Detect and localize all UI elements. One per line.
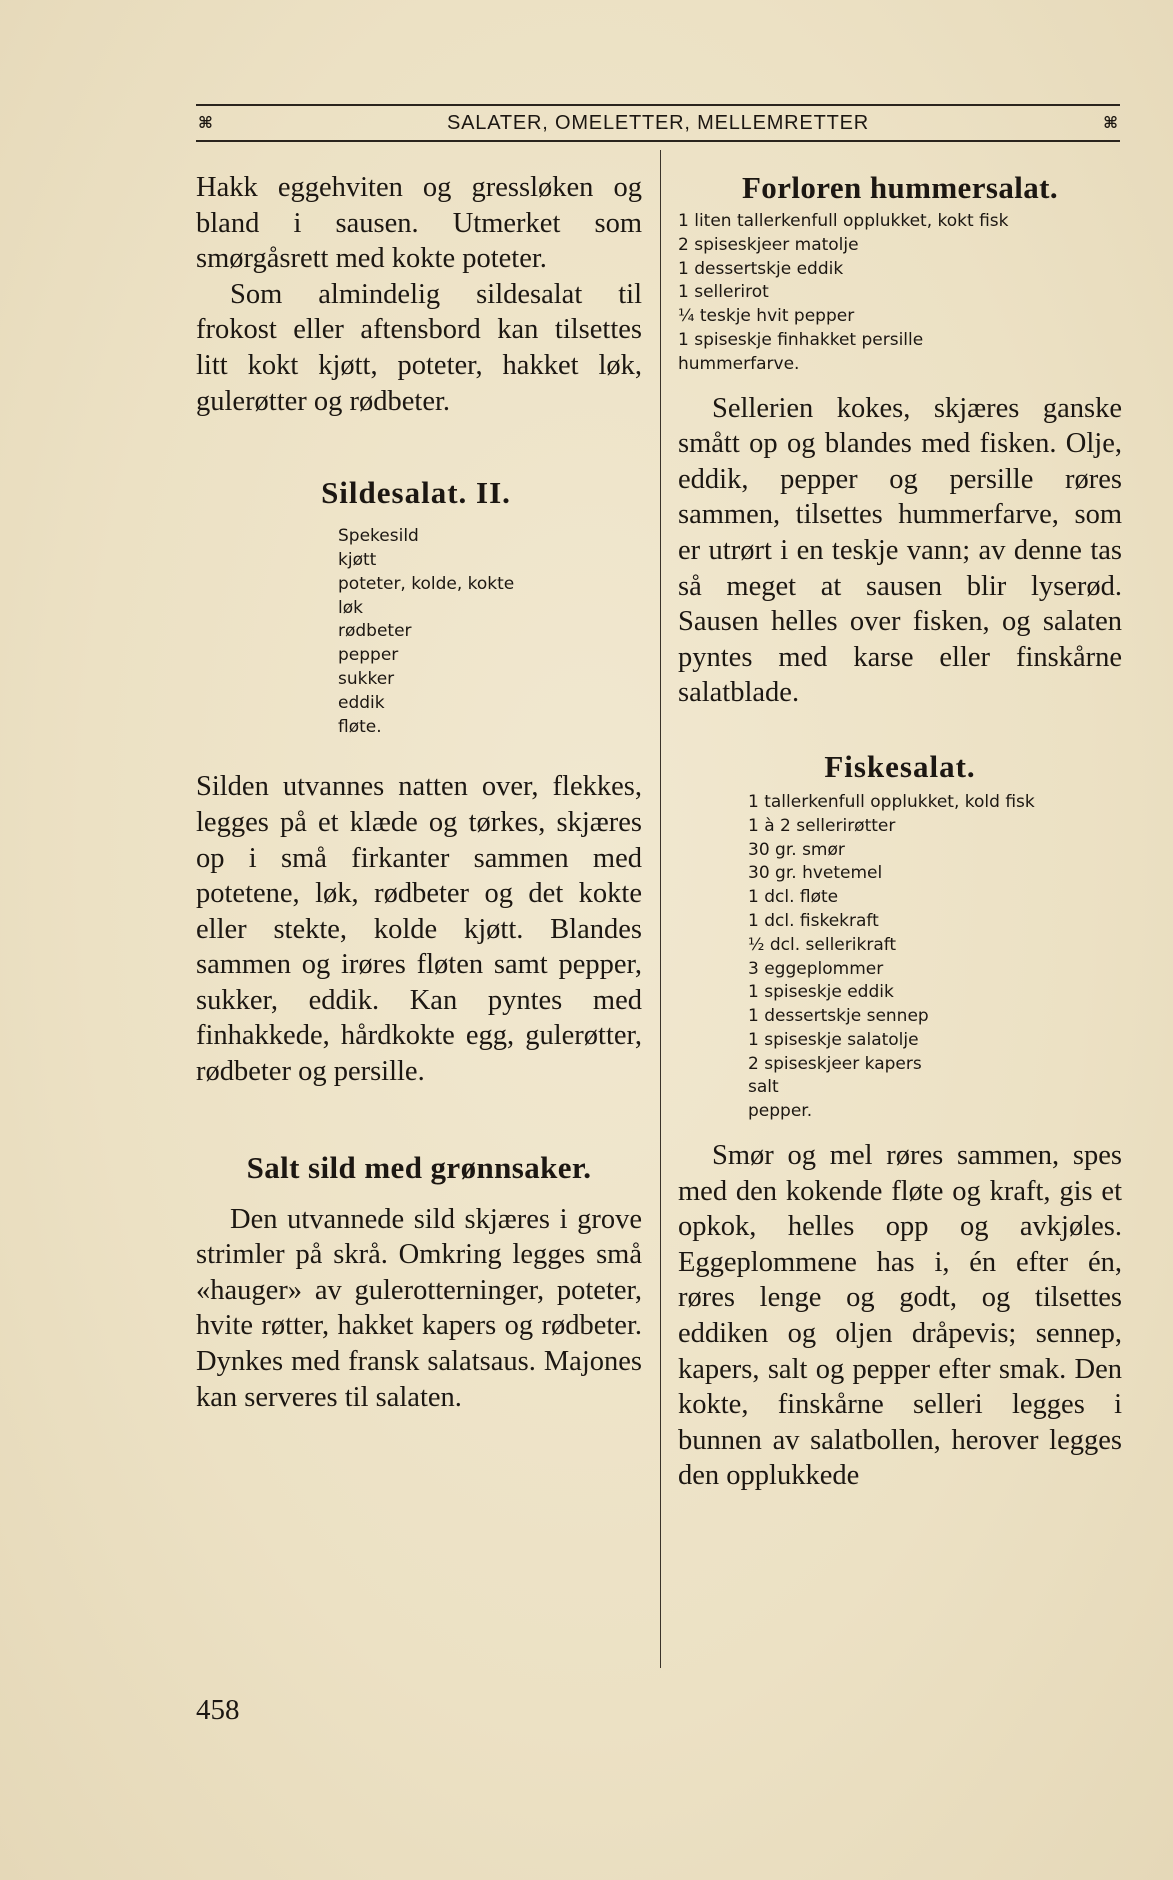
ingredient-item: 2 spiseskjeer matolje — [678, 234, 859, 255]
ingredient-item: kjøtt — [338, 549, 377, 570]
ingredient-item: pepper. — [748, 1101, 813, 1122]
recipe-instructions-forloren-hummersalat: Sellerien kokes, skjæres ganske smått op og blandes med fisken. Olje, eddik, pepper og persille røres sammen, tilsettes hummerfarve, som er utrørt i en teskje vann; av denne tas så meget at sausen blir lyserød. Sausen helles over fisken, og salaten pyntes med karse eller finskårne salatblade. — [678, 392, 1122, 709]
ingredient-item: hummerfarve. — [678, 353, 800, 374]
recipe-instructions-fiskesalat: Smør og mel røres sammen, spes med den kokende fløte og kraft, gis et opkok, helles opp og avkjøles. Eggeplommene has i, én efter én, røres lenge og godt, og tilsettes eddiken og oljen dråpevis; sennep, kapers, salt og pepper efter smak. Den kokte, finskårne selleri legges i bunnen av salatbollen, herover legges den opplukkede — [678, 1140, 1122, 1492]
ingredient-item: pepper — [338, 645, 399, 666]
ingredient-item: 1 dessertskje sennep — [748, 1006, 929, 1027]
ornament-left: ⌘ — [198, 113, 213, 132]
recipe-title-fiskesalat: Fiskesalat. — [824, 748, 976, 784]
ingredient-item: Spekesild — [338, 526, 419, 547]
ingredient-item: 1 tallerkenfull opplukket, kold fisk — [748, 791, 1035, 812]
intro-paragraph-1: Hakk eggehviten og gressløken og bland i sausen. Utmerket som smørgåsrett med kokte poteter. — [196, 172, 642, 275]
ingredient-item: poteter, kolde, kokte — [338, 573, 515, 594]
ingredient-item: rødbeter — [338, 621, 412, 642]
ingredient-item: 1 spiseskje eddik — [748, 982, 894, 1003]
ingredient-item: 30 gr. smør — [748, 839, 845, 860]
ingredient-item: 1 à 2 sellerirøtter — [748, 815, 896, 836]
ingredient-item: eddik — [338, 692, 385, 713]
left-column — [196, 170, 642, 1415]
ingredient-list-fiskesalat — [748, 791, 1122, 1124]
ingredient-item: 1 spiseskje finhakket persille — [678, 329, 924, 350]
ingredient-item: løk — [338, 597, 363, 618]
right-column — [678, 170, 1122, 1494]
page-number: 458 — [196, 1694, 240, 1726]
running-header-title: SALATER, OMELETTER, MELLEMRETTER — [447, 111, 869, 134]
intro-paragraph-2: Som almindelig sildesalat til frokost eller aftensbord kan tilsettes litt kokt kjøtt, poteter, hakket løk, gulerøtter og rødbeter. — [196, 278, 642, 417]
ingredient-item: 1 liten tallerkenfull opplukket, kokt fisk — [678, 211, 1009, 231]
ingredient-item: 1 dessertskje eddik — [678, 258, 844, 279]
ingredient-item: ½ dcl. sellerikraft — [748, 934, 897, 955]
ingredient-item: 3 eggeplommer — [748, 958, 884, 979]
ingredient-item: salt — [748, 1077, 779, 1098]
ingredient-item: 30 gr. hvetemel — [748, 863, 883, 884]
ingredient-item: sukker — [338, 668, 395, 689]
ingredient-list-forloren-hummersalat — [678, 210, 1122, 377]
ingredient-item: 2 spiseskjeer kapers — [748, 1053, 922, 1074]
ornament-right: ⌘ — [1103, 113, 1118, 132]
ingredient-item: 1 dcl. fiskekraft — [748, 910, 879, 931]
ingredient-list-sildesalat — [338, 525, 642, 739]
running-header — [196, 104, 1120, 142]
recipe-title-forloren-hummersalat: Forloren hummersalat. — [741, 170, 1059, 205]
ingredient-item: fløte. — [338, 716, 382, 737]
recipe-instructions-salt-sild: Den utvannede sild skjæres i grove strimler på skrå. Omkring legges små «hauger» av gulerotterninger, poteter, hvite røtter, hakket kapers og rødbeter. Dynkes med fransk salatsaus. Majones kan serveres til salaten. — [196, 1203, 642, 1413]
ingredient-item: 1 spiseskje salatolje — [748, 1029, 919, 1050]
ingredient-item: 1 sellerirot — [678, 282, 769, 303]
ingredient-item: 1 dcl. fløte — [748, 887, 839, 908]
recipe-title-salt-sild: Salt sild med grønnsaker. — [246, 1149, 592, 1185]
ingredient-item: ¼ teskje hvit pepper — [678, 306, 855, 327]
column-divider — [660, 150, 661, 1668]
recipe-instructions-sildesalat: Silden utvannes natten over, flekkes, legges på et klæde og tørkes, skjæres op i små firkanter sammen med potetene, løk, rødbeter og det kokte eller stekte, kolde kjøtt. Blandes sammen og irøres fløten samt pepper, sukker, eddik. Kan pyntes med finhakkede, hårdkokte egg, gulerøtter, rødbeter og persille. — [196, 771, 642, 1088]
recipe-title-sildesalat: Sildesalat. II. — [321, 475, 511, 511]
